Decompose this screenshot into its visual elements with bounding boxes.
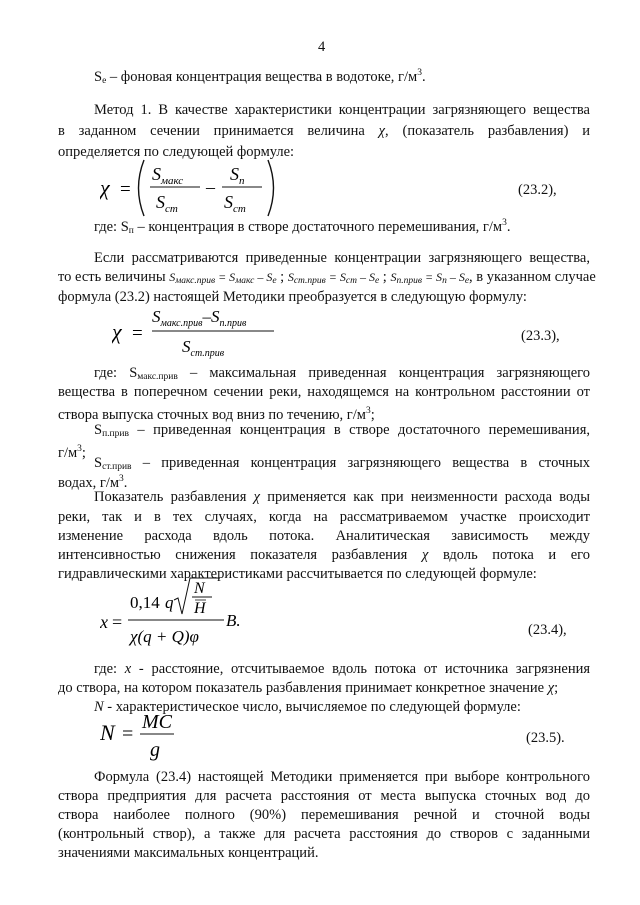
numerator: MC bbox=[142, 711, 172, 733]
n-symbol: N bbox=[194, 580, 205, 597]
where33-line6: $S_{ст.прив}$ – приведенная концентрация загрязняющего вещества в сточных bbox=[94, 455, 590, 472]
where33-line3: створа выпуска сточных вод вниз по течению, $г/м^3$; bbox=[58, 406, 375, 423]
where33-line2: вещества в поперечном сечении реки, находящемся на контрольном расстоянии от bbox=[58, 384, 590, 400]
final-line5: значениями максимальных концентраций. bbox=[58, 845, 319, 861]
s-n-symbol: $S_п$ bbox=[230, 164, 245, 187]
h-symbol: H bbox=[194, 600, 206, 617]
denominator: $S_{ст.прив}$ bbox=[182, 337, 225, 359]
reduced-line2: то есть величины $S_{макс.прив} = S_{макс} - S_е$ ; $S_{ст.прив} = S_{ст} - S_е$ ; $S_{п.прив} = S_п - S_е$, в указанном случае bbox=[58, 269, 596, 286]
right-paren bbox=[268, 160, 274, 216]
denominator: χ(q + Q)φ bbox=[130, 627, 199, 646]
s-ct-symbol: $S_{ст}$ bbox=[156, 192, 178, 215]
method1-line1: Метод 1. В качестве характеристики концентрации загрязняющего вещества bbox=[94, 102, 590, 118]
method1-line3: определяется по следующей формуле: bbox=[58, 144, 295, 160]
b-symbol: B. bbox=[226, 611, 241, 630]
where34-line1: где: x - расстояние, отсчитываемое вдоль потока от источника загрязнения bbox=[94, 661, 591, 677]
reduced-line3: формула (23.2) настоящей Методики преобразуется в следующую формулу: bbox=[58, 289, 527, 305]
where33-line4: $S_{п.прив}$ – приведенная концентрация в створе достаточного перемешивания, bbox=[94, 422, 590, 439]
dilution-line3: изменение расхода вдоль потока. Аналитическая зависимость между bbox=[58, 528, 590, 544]
n-symbol: N bbox=[100, 720, 115, 745]
final-line3: створа наиболее полного (90%) перемешивания речной и сточной воды bbox=[58, 807, 590, 823]
left-paren bbox=[139, 160, 145, 216]
coefficient: 0,14 bbox=[130, 593, 160, 612]
inline-formula-smax: $S_{макс.прив} = S_{макс} - S_е$ bbox=[169, 270, 277, 286]
method1-line2: в заданном сечении принимается величина χ, (показатель разбавления) и bbox=[58, 123, 591, 139]
equals-sign: = bbox=[122, 723, 134, 745]
dilution-line4: интенсивностью снижения показателя разбавления χ вдоль потока и его bbox=[58, 547, 590, 563]
equals-sign: = bbox=[112, 612, 123, 632]
dilution-line2: реки, так и в тех случаях, когда на рассматриваемом участке происходит bbox=[58, 509, 590, 525]
formula-23-4 bbox=[100, 576, 260, 658]
dilution-line1: Показатель разбавления χ применяется как при неизменности расхода воды bbox=[94, 489, 591, 505]
formula-23-2-number: (23.2), bbox=[518, 182, 557, 198]
formula-23-4-number: (23.4), bbox=[528, 622, 567, 638]
where-sn-line: где: $S_п$ – концентрация в створе достаточного перемешивания, $г/м^3$. bbox=[94, 218, 511, 236]
equals-sign: = bbox=[132, 323, 143, 344]
formula-23-3 bbox=[112, 304, 312, 364]
formula-23-5 bbox=[100, 704, 220, 766]
final-line4: (контрольный створ), а также для расчета расстояния до створов с заданными bbox=[58, 826, 590, 842]
final-line1: Формула (23.4) настоящей Методики применяется при выборе контрольного bbox=[94, 769, 590, 785]
where34-line2: до створа, на котором показатель разбавления принимает конкретное значение χ; bbox=[58, 680, 559, 696]
where33-line5: $г/м^3$; bbox=[58, 444, 86, 461]
x-symbol: x bbox=[100, 612, 108, 632]
page-number: 4 bbox=[318, 39, 326, 55]
formula-23-3-number: (23.3), bbox=[521, 328, 560, 344]
reduced-line1: Если рассматриваются приведенные концентрации загрязняющего вещества, bbox=[94, 250, 590, 266]
where34-line3: N - характеристическое число, вычисляемое по следующей формуле: bbox=[94, 699, 521, 715]
dilution-line5: гидравлическими характеристиками рассчитывается по следующей формуле: bbox=[58, 566, 537, 582]
formula-23-2 bbox=[100, 156, 300, 220]
s-ct2-symbol: $S_{ст}$ bbox=[224, 192, 246, 215]
q-symbol: q bbox=[165, 593, 174, 612]
numerator: $S_{макс.прив}-S_{п.прив}$ bbox=[152, 307, 247, 329]
inline-formula-sct: $S_{ст.прив} = S_{ст} - S_е$ bbox=[287, 270, 380, 286]
chi-symbol: χ bbox=[100, 175, 110, 200]
final-line2: створа предприятия для расчета расстояния от места выпуска сточных вод до bbox=[58, 788, 590, 804]
background-concentration-line: $S_е$ – фоновая концентрация вещества в водотоке, $г/м^3$. bbox=[94, 68, 426, 86]
s-max-symbol: $S_{макс}$ bbox=[152, 164, 184, 187]
where33-line1: где: $S_{макс.прив}$ – максимальная приведенная концентрация загрязняющего bbox=[94, 365, 590, 382]
denominator: g bbox=[150, 739, 160, 761]
where33-line7: водах, $г/м^3$. bbox=[58, 474, 128, 491]
equals-sign: = bbox=[120, 179, 131, 200]
inline-formula-sn: $S_{п.прив} = S_п - S_е$ bbox=[390, 270, 470, 286]
minus-sign: – bbox=[206, 177, 215, 197]
chi-symbol: χ bbox=[112, 319, 122, 344]
formula-23-5-number: (23.5). bbox=[526, 730, 565, 746]
